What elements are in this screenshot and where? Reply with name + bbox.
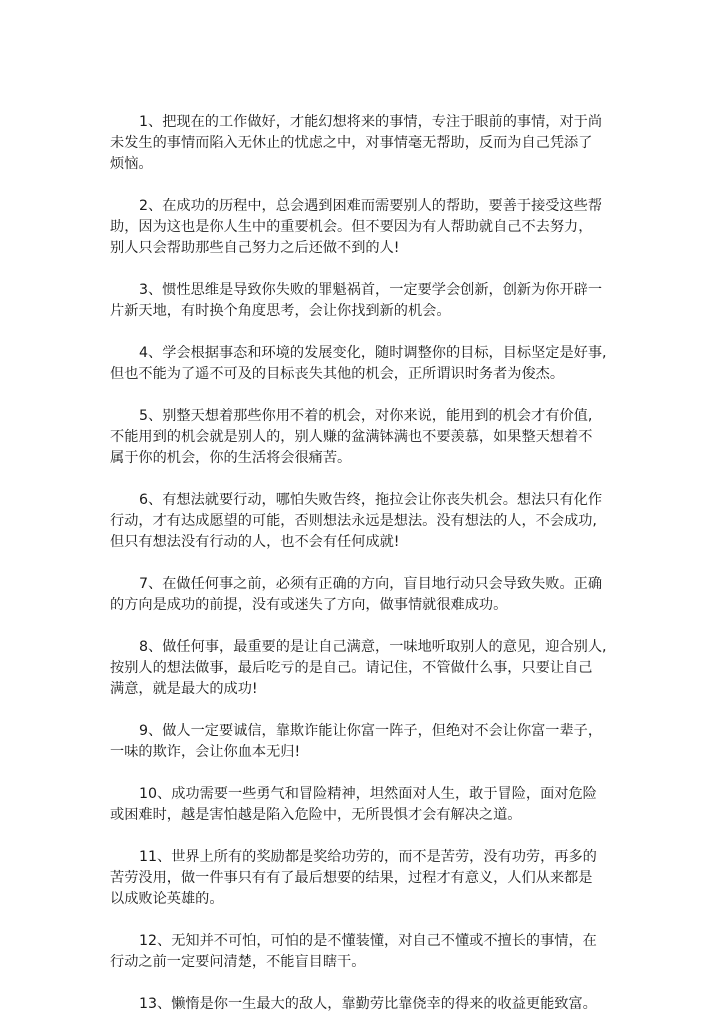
paragraph-11 bbox=[110, 847, 622, 910]
paragraph-line: 苦劳没用，做一件事只有有了最后想要的结果，过程才有意义，人们从来都是 bbox=[110, 870, 593, 886]
paragraph-line: 9、做人一定要诚信，靠欺诈能让你富一阵子，但绝对不会让你富一辈子， bbox=[139, 723, 603, 739]
paragraph-line: 按别人的想法做事，最后吃亏的是自己。请记住，不管做什么事，只要让自己 bbox=[110, 660, 593, 676]
paragraph-10 bbox=[110, 784, 622, 826]
paragraph-2 bbox=[110, 196, 622, 259]
paragraph-9 bbox=[110, 721, 622, 763]
paragraph-12 bbox=[110, 931, 622, 973]
paragraph-line: 行动之前一定要问清楚，不能盲目瞎干。 bbox=[110, 954, 366, 970]
paragraph-line: 13、懒惰是你一生最大的敌人，靠勤劳比靠侥幸的得来的收益更能致富。 bbox=[139, 996, 597, 1012]
paragraph-line: 10、成功需要一些勇气和冒险精神，坦然面对人生，敢于冒险，面对危险 bbox=[139, 786, 597, 802]
paragraph-line: 8、做任何事，最重要的是让自己满意，一味地听取别人的意见，迎合别人, bbox=[139, 639, 607, 655]
paragraph-line: 以成败论英雄的。 bbox=[110, 891, 224, 907]
document-body bbox=[110, 112, 622, 1036]
paragraph-line: 但只有想法没有行动的人，也不会有任何成就! bbox=[110, 534, 400, 550]
paragraph-line: 1、把现在的工作做好，才能幻想将来的事情，专注于眼前的事情，对于尚 bbox=[139, 114, 603, 130]
paragraph-8 bbox=[110, 637, 622, 700]
paragraph-line: 7、在做任何事之前，必须有正确的方向，盲目地行动只会导致失败。正确 bbox=[139, 576, 603, 592]
paragraph-line: 助，因为这也是你人生中的重要机会。但不要因为有人帮助就自己不去努力， bbox=[110, 219, 593, 235]
paragraph-line: 或困难时，越是害怕越是陷入危险中，无所畏惧才会有解决之道。 bbox=[110, 807, 522, 823]
paragraph-line: 烦恼。 bbox=[110, 156, 153, 172]
paragraph-line: 11、世界上所有的奖励都是奖给功劳的，而不是苦劳，没有功劳，再多的 bbox=[139, 849, 597, 865]
paragraph-line: 行动，才有达成愿望的可能，否则想法永远是想法。没有想法的人，不会成功, bbox=[110, 513, 597, 529]
paragraph-3 bbox=[110, 280, 622, 322]
paragraph-6 bbox=[110, 490, 622, 553]
paragraph-line: 6、有想法就要行动，哪怕失败告终，拖拉会让你丧失机会。想法只有化作 bbox=[139, 492, 603, 508]
paragraph-line: 12、无知并不可怕，可怕的是不懂装懂，对自己不懂或不擅长的事情，在 bbox=[139, 933, 597, 949]
paragraph-line: 未发生的事情而陷入无休止的忧虑之中，对事情毫无帮助，反而为自己凭添了 bbox=[110, 135, 593, 151]
paragraph-line: 满意，就是最大的成功! bbox=[110, 681, 258, 697]
paragraph-1 bbox=[110, 112, 622, 175]
paragraph-line: 的方向是成功的前提，没有或迷失了方向，做事情就很难成功。 bbox=[110, 597, 508, 613]
paragraph-line: 不能用到的机会就是别人的，别人赚的盆满钵满也不要羡慕，如果整天想着不 bbox=[110, 429, 593, 445]
paragraph-line: 片新天地，有时换个角度思考，会让你找到新的机会。 bbox=[110, 303, 451, 319]
paragraph-13 bbox=[110, 994, 622, 1015]
paragraph-7 bbox=[110, 574, 622, 616]
paragraph-line: 一味的欺诈，会让你血本无归! bbox=[110, 744, 301, 760]
paragraph-4 bbox=[110, 343, 622, 385]
paragraph-line: 5、别整天想着那些你用不着的机会，对你来说，能用到的机会才有价值, bbox=[139, 408, 593, 424]
paragraph-line: 2、在成功的历程中，总会遇到困难而需要别人的帮助，要善于接受这些帮 bbox=[139, 198, 603, 214]
paragraph-line: 4、学会根据事态和环境的发展变化，随时调整你的目标，目标坚定是好事, bbox=[139, 345, 607, 361]
paragraph-5 bbox=[110, 406, 622, 469]
paragraph-line: 3、惯性思维是导致你失败的罪魁祸首，一定要学会创新，创新为你开辟一 bbox=[139, 282, 603, 298]
paragraph-line: 别人只会帮助那些自己努力之后还做不到的人! bbox=[110, 240, 400, 256]
paragraph-line: 但也不能为了遥不可及的目标丧失其他的机会，正所谓识时务者为俊杰。 bbox=[110, 366, 565, 382]
paragraph-line: 属于你的机会，你的生活将会很痛苦。 bbox=[110, 450, 352, 466]
